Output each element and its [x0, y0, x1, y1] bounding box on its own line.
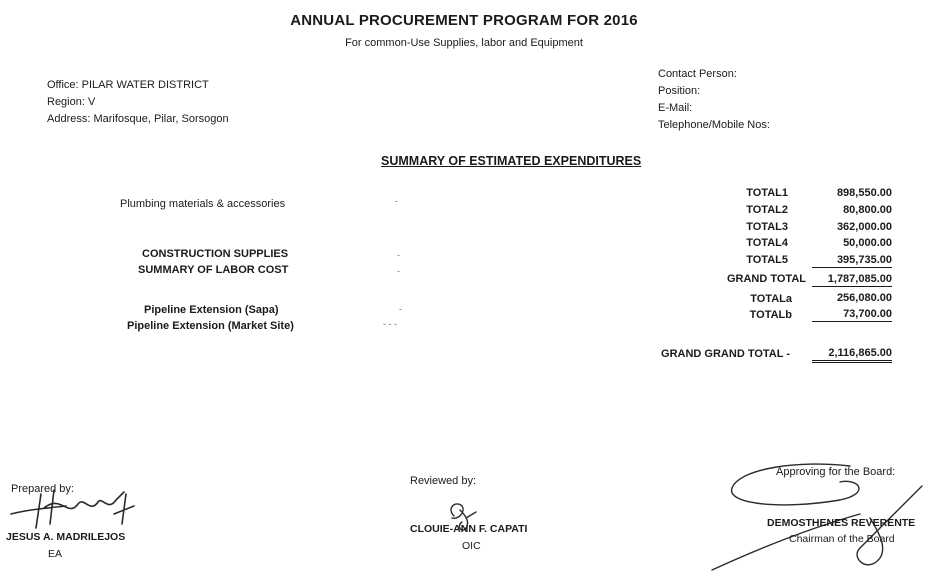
totala-value: 256,080.00	[836, 292, 892, 304]
dash-mark: -	[395, 196, 398, 206]
item-construction-supplies: CONSTRUCTION SUPPLIES	[142, 248, 289, 260]
reviewed-by-position: OIC	[462, 540, 481, 552]
total2-value: 80,800.00	[843, 204, 892, 216]
total2-label: TOTAL2	[746, 204, 788, 216]
total3-value: 362,000.00	[836, 221, 892, 233]
total5-label: TOTAL5	[746, 254, 788, 266]
reviewed-by-name: CLOUIE-ANN F. CAPATI	[410, 523, 528, 535]
totalb-value: 73,700.00	[812, 308, 892, 322]
item-pipeline-sapa: Pipeline Extension (Sapa)	[144, 304, 279, 316]
prepared-by-caption: Prepared by:	[11, 483, 74, 495]
total4-value: 50,000.00	[843, 237, 892, 249]
totalb-label: TOTALb	[749, 309, 792, 321]
region-line: Region: V	[47, 96, 96, 108]
grand-grand-total-label: GRAND GRAND TOTAL -	[661, 348, 790, 360]
dash-mark: -	[397, 250, 400, 260]
approving-caption: Approving for the Board:	[776, 466, 896, 478]
item-labor-cost: SUMMARY OF LABOR COST	[138, 264, 289, 276]
prepared-by-position: EA	[48, 548, 63, 560]
grand-total-label: GRAND TOTAL	[726, 273, 806, 285]
approving-position: Chairman of the Board	[789, 533, 895, 545]
dash-mark: -	[397, 266, 400, 276]
grand-total-value: 1,787,085.00	[812, 273, 892, 287]
item-plumbing: Plumbing materials & accessories	[120, 198, 286, 210]
dash-mark: -	[399, 304, 402, 314]
address-line: Address: Marifosque, Pilar, Sorsogon	[47, 113, 229, 125]
office-line: Office: PILAR WATER DISTRICT	[47, 79, 209, 91]
email-line: E-Mail:	[658, 102, 693, 114]
contact-info-block	[658, 66, 770, 134]
dash-mark: - - -	[383, 319, 397, 329]
total1-label: TOTAL1	[746, 187, 788, 199]
total1-value: 898,550.00	[836, 187, 892, 199]
prepared-by-name: JESUS A. MADRILEJOS	[6, 531, 126, 543]
document-title: ANNUAL PROCUREMENT PROGRAM FOR 2016	[290, 12, 638, 29]
totala-label: TOTALa	[750, 293, 792, 305]
reviewed-by-caption: Reviewed by:	[410, 475, 477, 487]
document-subtitle: For common-Use Supplies, labor and Equipment	[345, 37, 583, 49]
contact-person-line: Contact Person:	[658, 68, 737, 80]
position-line: Position:	[658, 85, 701, 97]
summary-title: SUMMARY OF ESTIMATED EXPENDITURES	[381, 154, 642, 168]
total5-value: 395,735.00	[812, 254, 892, 268]
signature-reviewed-icon	[436, 496, 486, 542]
approving-name: DEMOSTHENES REVERENTE	[767, 517, 916, 529]
telephone-line: Telephone/Mobile Nos:	[658, 119, 770, 131]
office-info-block	[47, 77, 229, 128]
signature-prepared-icon	[6, 484, 146, 532]
item-pipeline-market: Pipeline Extension (Market Site)	[127, 320, 294, 332]
grand-grand-total-value: 2,116,865.00	[812, 347, 892, 363]
total3-label: TOTAL3	[746, 221, 788, 233]
total4-label: TOTAL4	[746, 237, 788, 249]
